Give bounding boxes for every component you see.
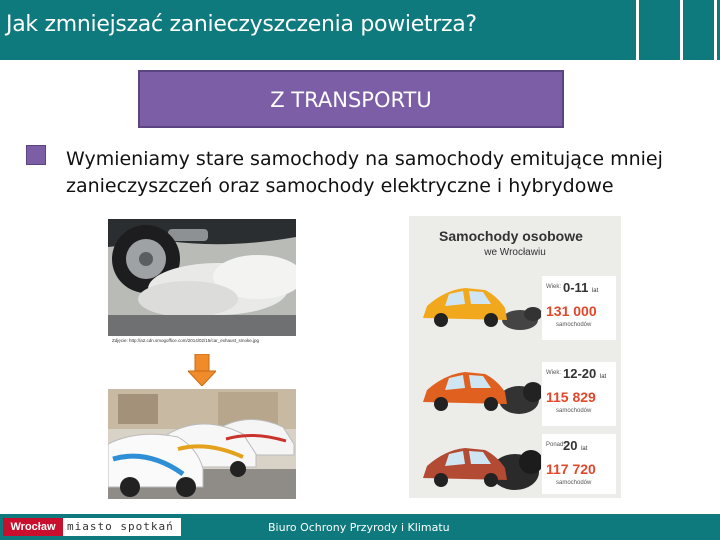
count-unit: samochodów: [556, 408, 592, 414]
electric-cars-illustration: [108, 389, 296, 499]
car-count: 131 000: [546, 303, 597, 319]
age-range: 0-11 lat: [563, 280, 599, 295]
car-icon: [415, 440, 541, 492]
stats-box: [542, 362, 616, 426]
wroclaw-logo: [3, 518, 181, 536]
car-icon: [415, 364, 541, 416]
logo-tagline: miasto spotkań: [67, 520, 174, 533]
age-label: Ponad:: [546, 442, 566, 448]
electric-cars-photo: [108, 389, 296, 499]
slide-title: Jak zmniejszać zanieczyszczenia powietrza?: [6, 12, 477, 37]
infographic-subtitle: we Wrocławiu: [484, 247, 546, 258]
age-label: Wiek:: [546, 284, 561, 290]
count-unit: samochodów: [556, 322, 592, 328]
footer-text: Biuro Ochrony Przyrody i Klimatu: [268, 521, 450, 534]
logo-wroclaw: Wrocław: [3, 518, 63, 536]
header-divider: [636, 0, 639, 60]
age-range: 12-20 lat: [563, 366, 607, 381]
car-count: 117 720: [546, 461, 596, 477]
age-range: 20 lat: [563, 438, 588, 453]
car-icon: [415, 280, 541, 332]
header-divider: [714, 0, 717, 60]
exhaust-photo: [108, 219, 296, 336]
infographic-panel: [409, 216, 621, 498]
subtitle-text: Z TRANSPORTU: [270, 88, 432, 112]
subtitle-box: [138, 70, 564, 128]
arrow-down-icon: [188, 354, 216, 386]
count-unit: samochodów: [556, 480, 592, 486]
stats-box: [542, 276, 616, 340]
exhaust-illustration: [108, 219, 296, 336]
photo-credit: Zdjęcie: http://a2.cdn.smogoffice.com/2014/02/15/car_exhaust_smoke.jpg: [112, 338, 260, 343]
bullet-text: Wymieniamy stare samochody na samochody emitujące mniej zanieczyszczeń oraz samochody elektryczne i hybrydowe: [66, 148, 663, 197]
stats-box: [542, 434, 616, 494]
bullet-square: [26, 145, 46, 165]
header-divider: [680, 0, 683, 60]
age-label: Wiek:: [546, 370, 561, 376]
car-count: 115 829: [546, 389, 596, 405]
header-bar: [0, 0, 720, 60]
infographic-title: Samochody osobowe: [439, 228, 583, 244]
